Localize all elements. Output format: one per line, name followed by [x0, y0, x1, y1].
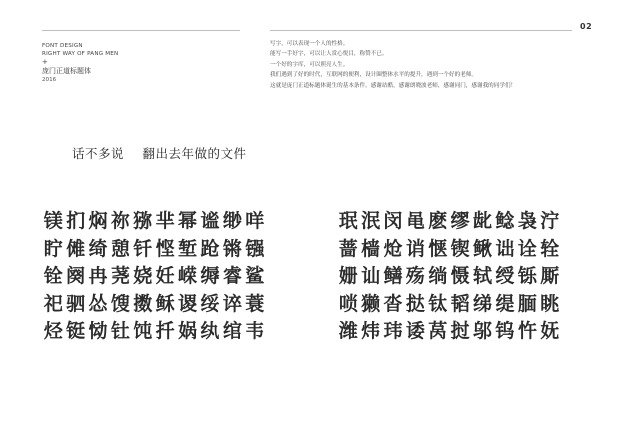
glyph-sample: 谡 — [178, 292, 198, 315]
meta-year: 2016 — [42, 77, 57, 84]
glyph-sample: 焖 — [88, 210, 108, 232]
glyph-sample: 绶 — [495, 265, 515, 287]
glyph-sample: 纨 — [200, 320, 220, 342]
glyph-sample: 钎 — [133, 237, 153, 260]
intro-paragraph — [270, 39, 580, 91]
glyph-sample: 殇 — [405, 265, 425, 287]
glyph-sample: 睿 — [222, 265, 242, 287]
glyph-sample: 锵 — [222, 237, 242, 260]
glyph-sample: 韦 — [245, 320, 265, 342]
glyph-sample: 泞 — [540, 210, 560, 232]
glyph-sample: 腼 — [517, 292, 537, 315]
glyph-sample: 樯 — [361, 237, 381, 260]
glyph-sample: 麽 — [428, 210, 448, 232]
glyph-sample: 鲶 — [495, 210, 515, 232]
intro-line: 写字，可以表现一个人的性格。 — [270, 41, 349, 47]
glyph-sample: 缛 — [200, 265, 220, 287]
glyph-sample: 傩 — [66, 237, 86, 260]
glyph-sample: 轼 — [473, 265, 493, 287]
glyph-sample: 闵 — [383, 210, 403, 232]
glyph-sample: 娆 — [133, 265, 153, 287]
glyph-sample: 荛 — [110, 265, 130, 287]
glyph-sample: 鲨 — [245, 265, 265, 287]
glyph-sample: 钨 — [495, 320, 515, 342]
glyph-sample: 潍 — [338, 320, 358, 342]
page-number: 02 — [580, 22, 593, 31]
glyph-sample: 扪 — [66, 210, 86, 232]
glyph-sample: 辁 — [540, 237, 560, 260]
glyph-sample: 芈 — [155, 210, 175, 232]
glyph-sample: 驷 — [66, 292, 86, 315]
glyph-sample: 莴 — [428, 320, 448, 342]
glyph-sample: 钛 — [428, 292, 448, 315]
glyph-sample: 幂 — [178, 210, 198, 232]
glyph-sample: 嵘 — [178, 265, 198, 287]
glyph-sample: 炝 — [383, 237, 403, 260]
glyph-sample: 邬 — [473, 320, 493, 342]
glyph-sample: 悭 — [155, 237, 175, 260]
glyph-sample: 祀 — [43, 292, 63, 315]
glyph-sample: 绨 — [473, 292, 493, 315]
glyph-sample: 妊 — [155, 265, 175, 287]
glyph-sample: 扦 — [155, 320, 175, 342]
glyph-sample: 绾 — [222, 320, 242, 342]
glyph-sample: 缈 — [222, 210, 242, 232]
glyph-sample: 跄 — [200, 237, 220, 260]
glyph-grid-left — [42, 210, 266, 348]
glyph-sample: 绱 — [428, 265, 448, 287]
glyph-sample: 钍 — [110, 320, 130, 342]
heading-part2: 翻出去年做的文件 — [142, 146, 247, 161]
glyph-sample: 锲 — [450, 237, 470, 260]
glyph-sample: 诠 — [517, 237, 537, 260]
glyph-sample: 怂 — [88, 292, 108, 315]
glyph-sample: 咩 — [245, 210, 265, 232]
intro-line: 能写一手好字，可以让人赏心悦目，称赞不已。 — [270, 51, 388, 58]
glyph-sample: 谧 — [200, 210, 220, 232]
glyph-sample: 挞 — [405, 292, 425, 315]
top-rule-right — [270, 30, 572, 31]
glyph-sample: 袅 — [517, 210, 537, 232]
glyph-sample: 憩 — [110, 237, 130, 260]
glyph-sample: 玮 — [383, 320, 403, 342]
glyph-sample: 缪 — [450, 210, 470, 232]
glyph-sample: 铄 — [517, 265, 537, 287]
glyph-sample: 缇 — [495, 292, 515, 315]
glyph-sample: 忤 — [517, 320, 537, 342]
meta-cn-title: 庞门正道标题体 — [42, 67, 91, 76]
glyph-sample: 镁 — [43, 210, 63, 232]
glyph-sample: 诿 — [405, 320, 425, 342]
glyph-sample: 韬 — [450, 292, 470, 315]
intro-line: 这就是庞门正道标题体诞生的基本条件。感谢站酷，感谢朗晓波老师，感谢同门，感谢我的同学们！ — [270, 82, 517, 89]
glyph-sample: 娲 — [178, 320, 198, 342]
glyph-sample: 眺 — [540, 292, 560, 315]
meta-en-line2: RIGHT WAY OF PANG MEN — [42, 51, 119, 58]
glyph-grid-right — [337, 210, 561, 348]
glyph-sample: 鳝 — [383, 265, 403, 287]
glyph-sample: 绮 — [88, 237, 108, 260]
glyph-sample: 铨 — [43, 265, 63, 287]
glyph-sample: 谇 — [222, 292, 242, 315]
glyph-sample: 猕 — [133, 210, 153, 232]
meta-plus: + — [42, 58, 48, 67]
glyph-sample: 鳅 — [473, 237, 493, 260]
section-heading — [72, 144, 247, 162]
glyph-sample: 黾 — [405, 210, 425, 232]
glyph-sample: 绥 — [200, 292, 220, 315]
glyph-sample: 恸 — [88, 320, 108, 342]
glyph-sample: 眝 — [43, 237, 63, 260]
glyph-sample: 唢 — [338, 292, 358, 315]
glyph-sample: 饨 — [133, 320, 153, 342]
glyph-sample: 惬 — [428, 237, 448, 260]
glyph-sample: 冉 — [88, 265, 108, 287]
glyph-sample: 阕 — [66, 265, 86, 287]
intro-line: 我们遇到了好的时代，互联网的便利，设计圈整体水平的提升，遇到一个好的老师。 — [270, 72, 477, 79]
glyph-sample: 慑 — [450, 265, 470, 287]
glyph-sample: 烃 — [43, 320, 63, 342]
glyph-sample: 挝 — [450, 320, 470, 342]
font-meta-block — [42, 42, 118, 85]
top-rule-left — [42, 30, 240, 31]
glyph-sample: 沓 — [383, 292, 403, 315]
glyph-sample: 稣 — [155, 292, 175, 315]
glyph-sample: 珉 — [338, 210, 358, 232]
glyph-sample: 馊 — [110, 292, 130, 315]
glyph-sample: 铤 — [66, 320, 86, 342]
intro-line: 一个好的字库，可以照亮人生。 — [270, 61, 349, 68]
glyph-sample: 厮 — [540, 265, 560, 287]
glyph-sample: 诎 — [495, 237, 515, 260]
glyph-sample: 镪 — [245, 237, 265, 260]
glyph-sample: 蓑 — [245, 292, 265, 315]
meta-en-line1: FONT DESIGN — [42, 43, 83, 49]
glyph-sample: 诮 — [405, 237, 425, 260]
glyph-sample: 妩 — [540, 320, 560, 342]
glyph-sample: 姗 — [338, 265, 358, 287]
glyph-sample: 炜 — [361, 320, 381, 342]
glyph-sample: 擞 — [133, 292, 153, 315]
glyph-sample: 祢 — [110, 210, 130, 232]
glyph-sample: 泯 — [361, 210, 381, 232]
heading-part1: 话不多说 — [72, 146, 125, 161]
glyph-sample: 讪 — [361, 265, 381, 287]
glyph-sample: 龀 — [473, 210, 493, 232]
glyph-sample: 蔷 — [338, 237, 358, 260]
glyph-sample: 堑 — [178, 237, 198, 260]
glyph-sample: 獭 — [361, 292, 381, 315]
